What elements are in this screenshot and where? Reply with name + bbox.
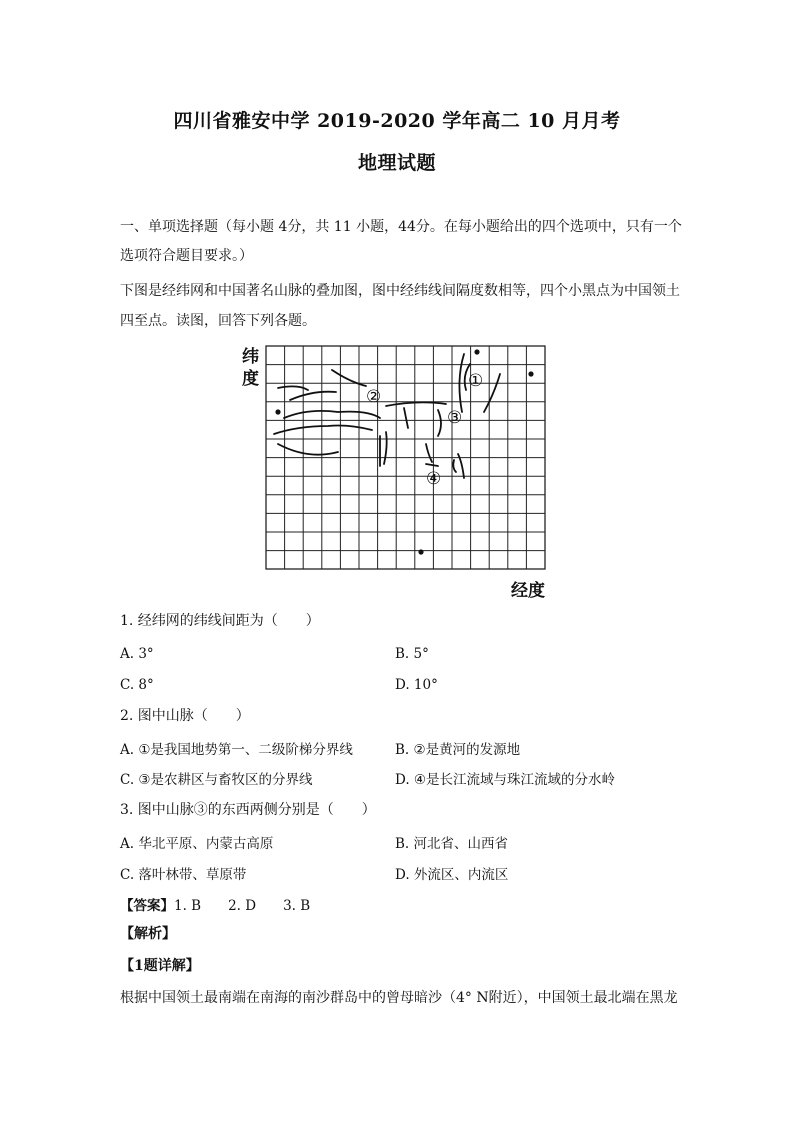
east-point xyxy=(528,371,533,376)
analysis-sub-label: 【1题详解】 xyxy=(120,958,200,974)
doc-subtitle: 地理试题 xyxy=(357,152,436,174)
intro-line1: 下图是经纬网和中国著名山脉的叠加图，图中经纬线间隔度数相等，四个小黑点为中国领土 xyxy=(120,283,680,299)
section-heading-line2: 选项符合题目要求。） xyxy=(120,248,253,264)
south-point xyxy=(418,549,423,554)
question-1-option-d: D. 10° xyxy=(395,677,438,693)
analysis-text: 根据中国领土最南端在南海的南沙群岛中的曾母暗沙（4° N附近），中国领土最北端在黑龙 xyxy=(120,990,678,1006)
question-3-option-d: D. 外流区、内流区 xyxy=(395,867,509,883)
x-axis-label: 经度 xyxy=(511,581,545,601)
marker-4: ④ xyxy=(426,469,442,489)
question-2-option-b: B. ②是黄河的发源地 xyxy=(395,742,521,758)
question-3-option-c: C. 落叶林带、草原带 xyxy=(120,867,247,883)
question-2-option-c: C. ③是农耕区与畜牧区的分界线 xyxy=(120,772,313,788)
question-3-option-a: A. 华北平原、内蒙古高原 xyxy=(120,836,274,852)
question-3-stem: 3. 图中山脉③的东西两侧分别是（ ） xyxy=(120,802,376,818)
y-axis-label-top: 纬 xyxy=(242,347,259,367)
answer-line xyxy=(120,894,310,914)
question-1-option-b: B. 5° xyxy=(395,646,429,662)
question-3-option-b: B. 河北省、山西省 xyxy=(395,836,509,852)
mountain-grid-map xyxy=(238,340,558,600)
analysis-label: 【解析】 xyxy=(120,926,176,942)
marker-3: ③ xyxy=(447,408,463,428)
question-2-option-d: D. ④是长江流域与珠江流域的分水岭 xyxy=(395,772,616,788)
y-axis-label-bottom: 度 xyxy=(242,369,259,389)
west-point xyxy=(275,409,280,414)
section-heading-line1: 一、单项选择题（每小题 4分，共 11 小题，44分。在每小题给出的四个选项中，只有一个 xyxy=(120,219,682,235)
map-svg xyxy=(238,340,558,600)
doc-title: 四川省雅安中学 2019-2020 学年高二 10 月月考 xyxy=(173,110,621,132)
mountain-strokes xyxy=(274,354,500,478)
question-2-option-a: A. ①是我国地势第一、二级阶梯分界线 xyxy=(120,742,353,758)
grid-lines xyxy=(266,346,545,569)
intro-line2: 四至点。读图，回答下列各题。 xyxy=(120,313,316,329)
question-1-option-c: C. 8° xyxy=(120,677,154,693)
answer-label: 【答案】 xyxy=(120,898,174,914)
question-2-stem: 2. 图中山脉（ ） xyxy=(120,708,250,724)
territory-extreme-points xyxy=(275,349,533,554)
question-1-option-a: A. 3° xyxy=(120,646,154,662)
marker-1: ① xyxy=(468,371,484,391)
answer-values: 1. B 2. D 3. B xyxy=(174,898,311,914)
north-point xyxy=(474,349,479,354)
question-1-stem: 1. 经纬网的纬线间距为（ ） xyxy=(120,613,320,629)
marker-2: ② xyxy=(366,387,382,407)
